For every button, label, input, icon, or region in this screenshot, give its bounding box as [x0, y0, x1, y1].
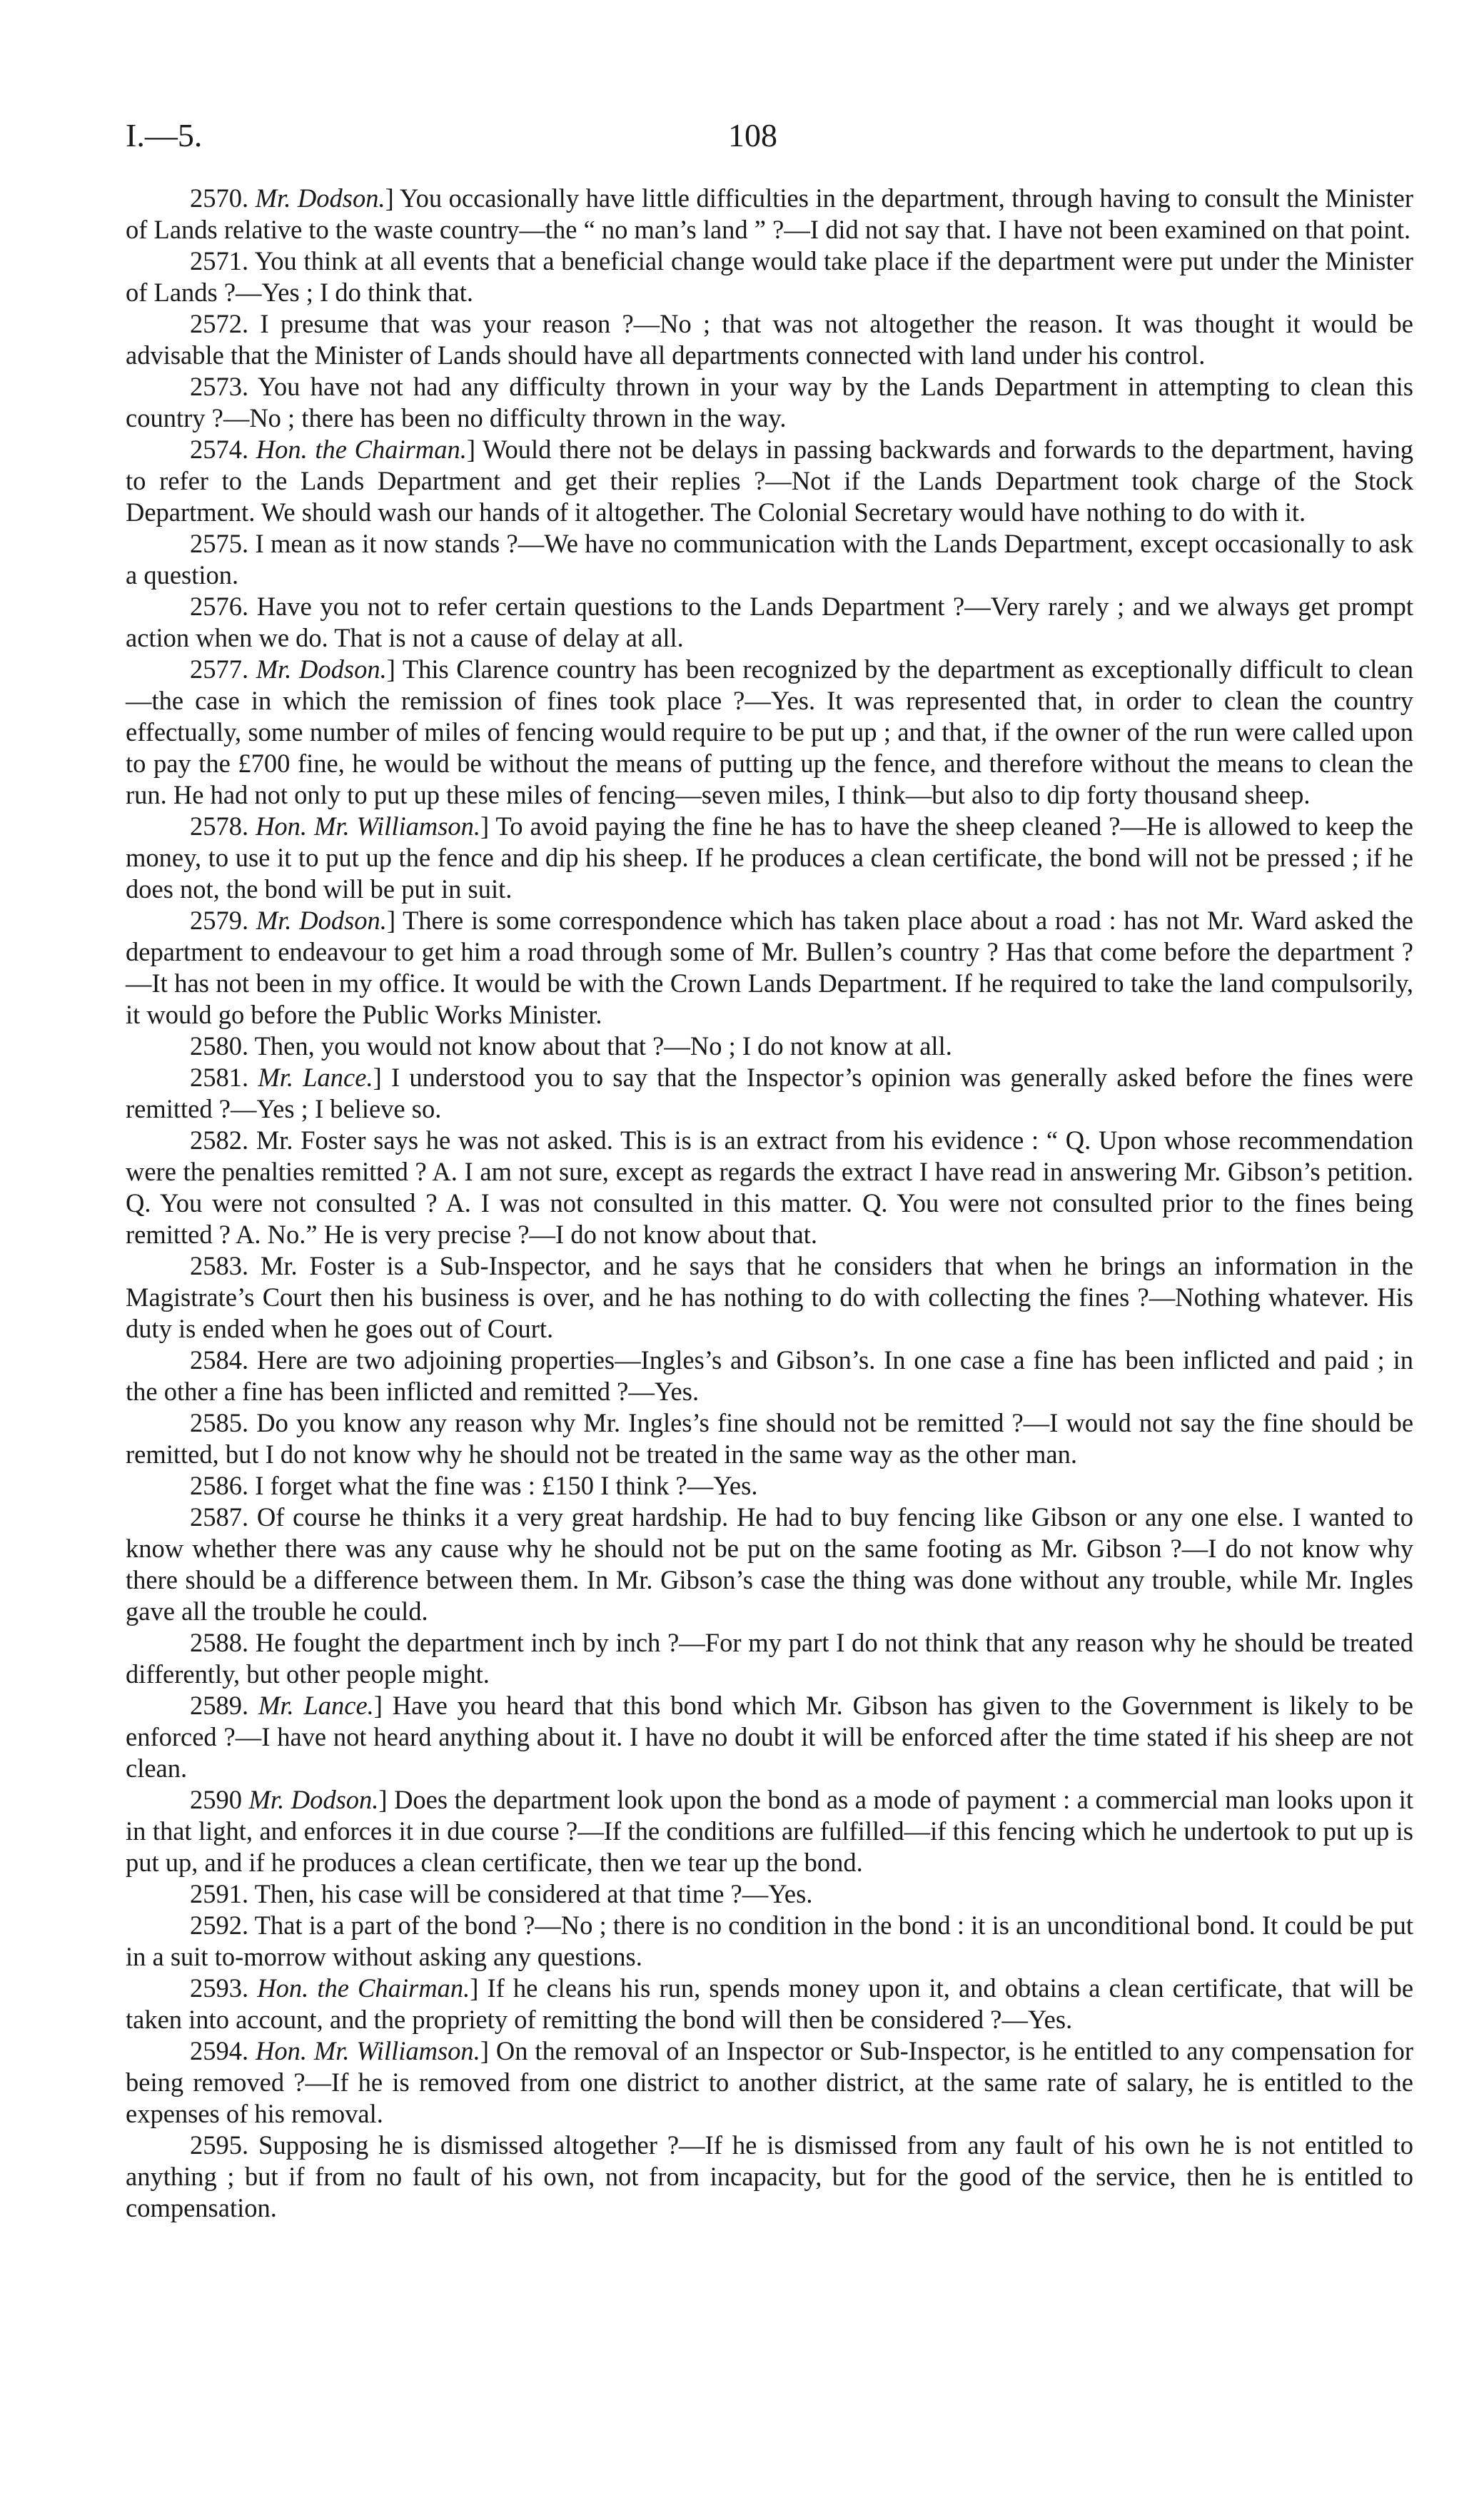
question-number: 2593. — [190, 1973, 249, 2003]
question-number: 2573. — [190, 372, 249, 401]
page-header — [0, 114, 1484, 157]
question-paragraph — [126, 1345, 1413, 1407]
paragraph-text: You think at all events that a beneficial change would take place if the department were put under the Minister of Lands ?—Yes ; I do think that. — [126, 246, 1413, 307]
question-paragraph — [126, 246, 1413, 308]
paragraph-text: ] There is some correspondence which has taken place about a road : has not Mr. Ward asked the department to endeavour to get him a road through some of Mr. Bullen’s country ? Has that come before the department ?—It has not been in my office. It would be with the Crown Lands Department. If he required to take the land compulsorily, it would go before the Public Works Minister. — [126, 906, 1414, 1029]
paragraph-text: You have not had any difficulty thrown in your way by the Lands Department in attempting to clean this country ?—No ; there has been no difficulty thrown in the way. — [126, 372, 1413, 432]
question-paragraph — [126, 1407, 1413, 1470]
question-number: 2578. — [190, 811, 249, 841]
paragraph-text: I presume that was your reason ?—No ; that was not altogether the reason. It was thought it would be advisable that the Minister of Lands should have all departments connected with land under his control. — [126, 309, 1414, 370]
question-paragraph — [126, 811, 1413, 905]
question-number: 2571. — [190, 246, 249, 275]
question-paragraph — [126, 434, 1413, 528]
paragraph-text: Mr. Foster is a Sub-Inspector, and he says that he considers that when he brings an information in the Magistrate’s Court then his business is over, and he has nothing to do with collecting the fines ?—Nothing whatever. His duty is ended when he goes out of Court. — [126, 1251, 1413, 1343]
paragraph-text: ] To avoid paying the fine he has to have the sheep cleaned ?—He is allowed to keep the money, to use it to put up the fence and dip his sheep. If he produces a clean certificate, the bond will not be pressed ; if he does not, the bond will be put in suit. — [126, 811, 1413, 904]
question-number: 2587. — [190, 1502, 249, 1532]
paragraph-text: ] Does the department look upon the bond as a mode of payment : a commercial man looks upon it in that light, and enforces it in due course ?—If the conditions are fulfilled—if this fencing which he undertook to put up is put up, and if he produces a clean certificate, then we tear up the bond. — [126, 1785, 1413, 1877]
question-number: 2582. — [190, 1125, 249, 1155]
paragraph-text: Then, his case will be considered at that time ?—Yes. — [254, 1879, 813, 1908]
question-number: 2590 — [190, 1785, 242, 1814]
question-number: 2585. — [190, 1408, 249, 1437]
paragraph-text: ] Would there not be delays in passing backwards and forwards to the department, having to refer to the Lands Department and get their replies ?—Not if the Lands Department took charge of the Stock Department. We should wash our hands of it altogether. The Colonial Secretary would have nothing to do with it. — [126, 435, 1414, 527]
question-number: 2592. — [190, 1911, 249, 1940]
document-body — [126, 183, 1413, 2224]
question-paragraph — [126, 654, 1413, 811]
speaker-name: Hon. Mr. Williamson. — [256, 2036, 480, 2065]
question-number: 2589. — [190, 1691, 249, 1720]
question-paragraph — [126, 1031, 1413, 1062]
question-paragraph — [126, 1125, 1413, 1250]
paragraph-text: ] Have you heard that this bond which Mr. Gibson has given to the Government is likely to be enforced ?—I have not heard anything about it. I have no doubt it will be enforced after the time stated if his sheep are not clean. — [126, 1691, 1413, 1783]
question-number: 2588. — [190, 1628, 249, 1657]
paragraph-text: ] This Clarence country has been recognized by the department as exceptionally difficult to clean—the case in which the remission of fines took place ?—Yes. It was represented that, in order to clean the country effectually, some number of miles of fencing would require to be put up ; and that, if the owner of the run were called upon to pay the £700 fine, he would be without the means of putting up the fence, and therefore without the means to clean the run. He had not only to put up these miles of fencing—seven miles, I think—but also to dip forty thousand sheep. — [126, 654, 1413, 809]
speaker-name: Mr. Dodson. — [256, 654, 387, 684]
question-paragraph — [126, 1250, 1413, 1345]
question-paragraph — [126, 1973, 1413, 2035]
question-paragraph — [126, 371, 1413, 434]
question-number: 2583. — [190, 1251, 249, 1280]
question-number: 2595. — [190, 2130, 249, 2160]
paragraph-text: I forget what the fine was : £150 I think ?—Yes. — [255, 1471, 758, 1500]
question-number: 2581. — [190, 1063, 249, 1092]
speaker-name: Mr. Dodson. — [256, 906, 387, 935]
question-number: 2580. — [190, 1031, 249, 1061]
speaker-name: Mr. Lance. — [258, 1691, 374, 1720]
question-number: 2586. — [190, 1471, 249, 1500]
question-number: 2579. — [190, 906, 249, 935]
question-paragraph — [126, 591, 1413, 654]
question-paragraph — [126, 308, 1413, 371]
question-paragraph — [126, 905, 1413, 1031]
question-number: 2572. — [190, 309, 249, 338]
question-paragraph — [126, 1502, 1413, 1627]
question-number: 2577. — [190, 654, 249, 684]
series-label: I.—5. — [126, 117, 203, 153]
page-number: 108 — [728, 117, 777, 153]
question-number: 2574. — [190, 435, 249, 464]
speaker-name: Mr. Lance. — [258, 1063, 373, 1092]
question-number: 2591. — [190, 1879, 249, 1908]
question-paragraph — [126, 528, 1413, 591]
question-paragraph — [126, 1690, 1413, 1784]
question-number: 2570. — [190, 183, 249, 213]
question-paragraph — [126, 2130, 1413, 2224]
paragraph-text: Have you not to refer certain questions to the Lands Department ?—Very rarely ; and we always get prompt action when we do. That is not a cause of delay at all. — [126, 592, 1414, 652]
question-number: 2584. — [190, 1345, 249, 1375]
question-paragraph — [126, 1910, 1413, 1973]
speaker-name: Hon. the Chairman. — [257, 1973, 470, 2003]
paragraph-text: ] I understood you to say that the Inspector’s opinion was generally asked before the fines were remitted ?—Yes ; I believe so. — [126, 1063, 1413, 1123]
speaker-name: Mr. Dodson. — [255, 183, 385, 213]
speaker-name: Mr. Dodson. — [248, 1785, 379, 1814]
paragraph-text: ] On the removal of an Inspector or Sub-Inspector, is he entitled to any compensation for being removed ?—If he is removed from one district to another district, at the same rate of salary, he is entitled to the expenses of his removal. — [126, 2036, 1413, 2128]
question-number: 2594. — [190, 2036, 249, 2065]
paragraph-text: Do you know any reason why Mr. Ingles’s fine should not be remitted ?—I would not say the fine should be remitted, but I do not know why he should not be treated in the same way as the other man. — [126, 1408, 1414, 1469]
question-number: 2575. — [190, 529, 249, 558]
paragraph-text: Here are two adjoining properties—Ingles’s and Gibson’s. In one case a fine has been inflicted and paid ; in the other a fine has been inflicted and remitted ?—Yes. — [126, 1345, 1413, 1406]
question-number: 2576. — [190, 592, 249, 621]
question-paragraph — [126, 1062, 1413, 1125]
question-paragraph — [126, 1470, 1413, 1502]
paragraph-text: He fought the department inch by inch ?—For my part I do not think that any reason why he should be treated differently, but other people might. — [126, 1628, 1414, 1689]
paragraph-text: Of course he thinks it a very great hardship. He had to buy fencing like Gibson or any one else. I wanted to know whether there was any cause why he should not be put on the same footing as Mr. Gibson ?—I do not know why there should be a difference between them. In Mr. Gibson’s case the thing was done without any trouble, while Mr. Ingles gave all the trouble he could. — [126, 1502, 1414, 1626]
question-paragraph — [126, 1627, 1413, 1690]
question-paragraph — [126, 1878, 1413, 1910]
question-paragraph — [126, 183, 1413, 246]
speaker-name: Hon. the Chairman. — [256, 435, 467, 464]
paragraph-text: Supposing he is dismissed altogether ?—If he is dismissed from any fault of his own he is not entitled to anything ; but if from no fault of his own, not from incapacity, but for the good of the service, then he is entitled to compensation. — [126, 2130, 1413, 2222]
paragraph-text: ] You occasionally have little difficulties in the department, through having to consult the Minister of Lands relative to the waste country—the “ no man’s land ” ?—I did not say that. I have not been examined on that point. — [126, 183, 1413, 244]
paragraph-text: That is a part of the bond ?—No ; there is no condition in the bond : it is an unconditional bond. It could be put in a suit to-morrow without asking any questions. — [126, 1911, 1414, 1971]
paragraph-text: Then, you would not know about that ?—No ; I do not know at all. — [254, 1031, 952, 1061]
paragraph-text: I mean as it now stands ?—We have no communication with the Lands Department, except occasionally to ask a question. — [126, 529, 1413, 589]
paragraph-text: Mr. Foster says he was not asked. This is is an extract from his evidence : “ Q. Upon whose recommendation were the penalties remitted ? A. I am not sure, except as regards the extract I have read in answering Mr. Gibson’s petition. Q. You were not consulted ? A. I was not consulted in this matter. Q. You were not consulted prior to the fines being remitted ? A. No.” He is very precise ?—I do not know about that. — [126, 1125, 1413, 1249]
paragraph-text: ] If he cleans his run, spends money upon it, and obtains a clean certificate, that will be taken into account, and the propriety of remitting the bond will then be considered ?—Yes. — [126, 1973, 1414, 2034]
speaker-name: Hon. Mr. Williamson. — [256, 811, 481, 841]
question-paragraph — [126, 2035, 1413, 2130]
question-paragraph — [126, 1784, 1413, 1878]
